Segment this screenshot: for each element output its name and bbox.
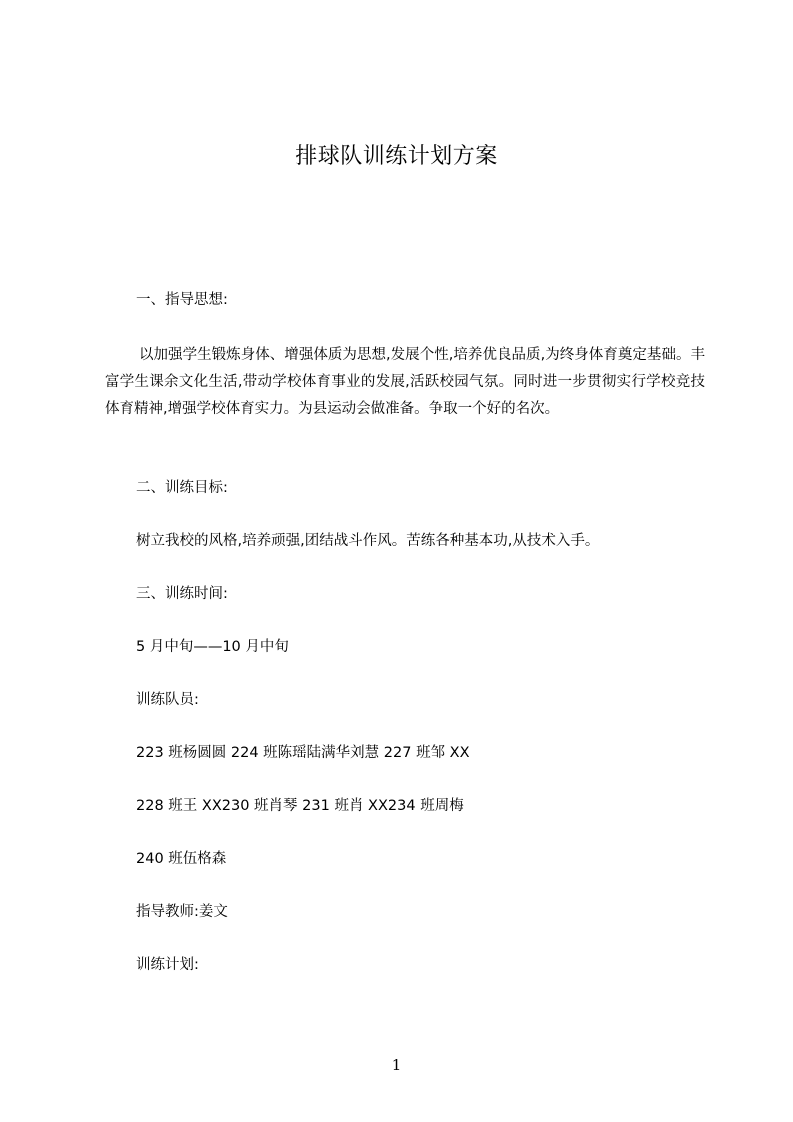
section-paragraph-guiding: 以加强学生锻炼身体、增强体质为思想,发展个性,培养优良品质,为终身体育奠定基础。丰富学生课余文化生活,带动学校体育事业的发展,活跃校园气氛。同时进一步贯彻实行学校竞技体育精神,增强学校体育实力。为县运动会做准备。争取一个好的名次。	[105, 347, 705, 417]
page-number: 1	[391, 1056, 402, 1074]
section-heading-members: 训练队员:	[136, 692, 199, 708]
section-heading-plan: 训练计划:	[136, 957, 199, 973]
document-title: 排球队训练计划方案	[295, 144, 498, 169]
section-paragraph-goal: 树立我校的风格,培养顽强,团结战斗作风。苦练各种基本功,从技术入手。	[136, 533, 600, 549]
section-heading-guiding: 一、指导思想:	[136, 292, 228, 308]
members-line-2: 228 班王 XX230 班肖琴 231 班肖 XX234 班周梅	[136, 798, 464, 814]
section-heading-goal: 二、训练目标:	[136, 480, 228, 496]
coach-line: 指导教师:姜文	[136, 904, 228, 920]
section-paragraph-time: 5 月中旬——10 月中旬	[136, 639, 289, 655]
section-heading-time: 三、训练时间:	[136, 586, 228, 602]
members-line-3: 240 班伍格森	[136, 851, 227, 867]
members-line-1: 223 班杨圆圆 224 班陈瑶陆满华刘慧 227 班邹 XX	[136, 745, 470, 761]
